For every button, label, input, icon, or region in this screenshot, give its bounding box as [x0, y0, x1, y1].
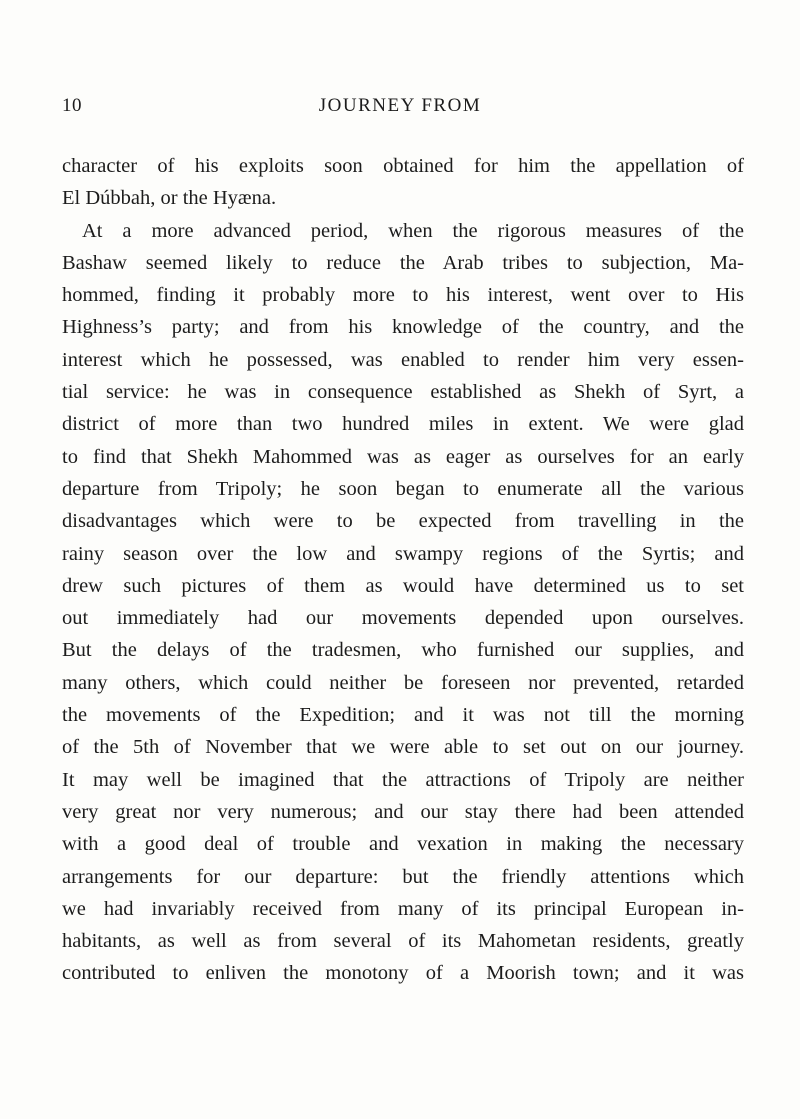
text-line: Highness’s party; and from his knowledge of the country, and the: [62, 316, 744, 339]
text-line: very great nor very numerous; and our stay there had been attended: [62, 800, 744, 823]
text-line: hommed, finding it probably more to his interest, went over to His: [62, 284, 744, 307]
text-line: habitants, as well as from several of its Mahometan residents, greatly: [62, 930, 744, 953]
text-line: disadvantages which were to be expected from travelling in the: [62, 510, 744, 533]
text-line: we had invariably received from many of its principal European in-: [62, 897, 744, 920]
text-line: contributed to enliven the monotony of a Moorish town; and it was: [62, 962, 744, 985]
text-line: drew such pictures of them as would have determined us to set: [62, 574, 744, 597]
running-head: [0, 95, 800, 125]
text-line: departure from Tripoly; he soon began to enumerate all the various: [62, 477, 744, 500]
text-line: arrangements for our departure: but the friendly attentions which: [62, 865, 744, 888]
text-line: interest which he possessed, was enabled to render him very essen-: [62, 348, 744, 371]
text-line: many others, which could neither be foreseen nor prevented, retarded: [62, 671, 744, 694]
running-title: JOURNEY FROM: [318, 95, 482, 116]
text-line: Bashaw seemed likely to reduce the Arab tribes to subjection, Ma-: [62, 251, 744, 274]
text-line: tial service: he was in consequence established as Shekh of Syrt, a: [62, 381, 744, 404]
text-line: the movements of the Expedition; and it was not till the morning: [62, 704, 744, 727]
text-line: to find that Shekh Mahommed was as eager as ourselves for an early: [62, 445, 744, 468]
text-line: of the 5th of November that we were able to set out on our journey.: [62, 736, 744, 759]
text-line: character of his exploits soon obtained for him the appellation of: [62, 155, 744, 177]
text-line: At a more advanced period, when the rigorous measures of the: [82, 219, 744, 242]
page-number: 10: [62, 95, 82, 116]
text-line: with a good deal of trouble and vexation in making the necessary: [62, 833, 744, 856]
text-line: But the delays of the tradesmen, who furnished our supplies, and: [62, 639, 744, 662]
text-line: rainy season over the low and swampy regions of the Syrtis; and: [62, 542, 744, 565]
text-line: It may well be imagined that the attractions of Tripoly are neither: [62, 768, 744, 791]
text-line: district of more than two hundred miles in extent. We were glad: [62, 413, 744, 436]
body-text: [62, 150, 744, 990]
text-line: El Dúbbah, or the Hyæna.: [62, 187, 277, 210]
text-line: out immediately had our movements depended upon ourselves.: [62, 607, 744, 630]
